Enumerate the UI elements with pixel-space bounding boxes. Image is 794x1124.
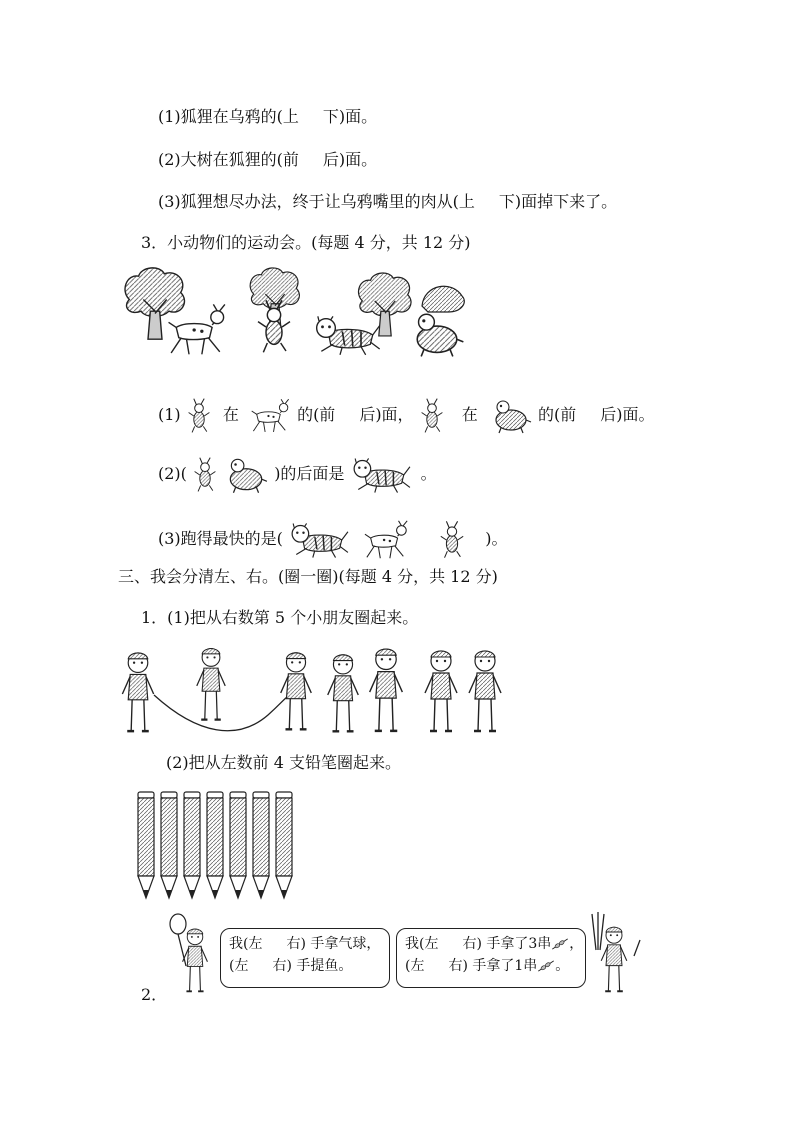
rabbit-icon: [438, 520, 466, 560]
question-text: 后)面。: [322, 150, 378, 169]
question-text: )的后面是: [274, 464, 345, 483]
question-text: (1)狐狸在乌鸦的(上: [158, 107, 299, 126]
balloon-icon: [170, 914, 186, 934]
child-icon: [122, 653, 153, 731]
question-text: (3)狐狸想尽办法，终于让乌鸦嘴里的肉从(上: [158, 192, 475, 211]
child-icon: [425, 651, 457, 731]
choice-text: 的(前: [297, 405, 336, 424]
turtle-icon: [489, 398, 533, 434]
question-3-2: [158, 452, 437, 496]
tiger-icon: [350, 456, 412, 494]
question-text: (2)大树在狐狸的(前: [158, 150, 299, 169]
pencil-icon: [207, 792, 223, 898]
child-icon: [469, 651, 501, 731]
question-text: 。: [420, 464, 437, 483]
rabbit-icon: [192, 456, 218, 494]
rabbit-icon: [258, 300, 290, 352]
speech-bubble-left: [220, 928, 390, 988]
pencil-icon: [138, 792, 154, 898]
speech-bubble-right: [396, 928, 586, 988]
word-zai: 在: [222, 405, 239, 424]
bubble-text: 我(左: [405, 936, 439, 952]
pencil-row: [134, 790, 304, 902]
children-row: [118, 645, 508, 741]
bubble-text: 右) 手拿气球，: [286, 936, 381, 952]
tiger-icon: [288, 520, 350, 560]
bubble-text: 右) 手拿了1串: [448, 958, 538, 974]
question-text: 下)面掉下来了。: [498, 192, 618, 211]
turtle-icon: [223, 456, 269, 494]
item-label: (1): [158, 405, 181, 424]
child-icon: [197, 649, 225, 720]
bubble-line: [229, 933, 381, 955]
child-icon: [601, 927, 627, 991]
question-3-title: 3．小动物们的运动会。(每题 4 分，共 12 分): [141, 233, 471, 252]
question-meat-falls: [158, 191, 617, 213]
bubble-text: 我(左: [229, 936, 263, 952]
choice-text: 后)面。: [600, 405, 655, 424]
question-text: 下)面。: [322, 107, 378, 126]
pencil-icon: [184, 792, 200, 898]
bubble-text: 右) 手拿了3串: [462, 936, 552, 952]
tiger-icon: [317, 316, 380, 355]
turtle-icon: [417, 314, 463, 356]
child-icon: [328, 655, 359, 731]
deer-icon: [250, 398, 292, 434]
bubble-text: (左: [405, 958, 425, 974]
question-1-title: 1．(1)把从右数第 5 个小朋友圈起来。: [141, 608, 419, 627]
question-tree-fox: [158, 149, 377, 171]
choice-text: 的(前: [537, 405, 577, 424]
child-icon: [281, 653, 312, 729]
question-3-3: [158, 514, 508, 564]
question-text: )。: [485, 529, 508, 548]
pencil-icon: [161, 792, 177, 898]
bubble-text: ，: [569, 936, 584, 952]
child-icon: [370, 649, 403, 731]
rabbit-icon: [419, 398, 445, 434]
child-icon: [183, 929, 208, 991]
word-zai: 在: [461, 405, 478, 424]
question-fox-crow: [158, 106, 377, 128]
bubble-line: [405, 933, 584, 955]
skewer-icon: [551, 938, 569, 950]
tree-icon: [125, 268, 184, 339]
question-2-label: 2．: [141, 985, 168, 1004]
bubble-text: 。: [555, 958, 570, 974]
boy-with-skewers: [590, 910, 640, 996]
pencil-icon: [276, 792, 292, 898]
question-3-1: [158, 395, 654, 435]
skewer-icon: [537, 960, 555, 972]
choice-text: 后)面，: [359, 405, 414, 424]
pencil-icon: [253, 792, 269, 898]
girl-with-balloon: [166, 914, 216, 998]
rabbit-icon: [186, 398, 212, 434]
animal-race-scene: [118, 262, 478, 368]
bubble-line: [229, 955, 381, 977]
bubble-line: [405, 955, 577, 977]
bubble-text: 右) 手提鱼。: [272, 958, 353, 974]
question-1-2: (2)把从左数前 4 支铅笔圈起来。: [166, 753, 402, 772]
tree-icon: [359, 273, 412, 336]
item-label: (2)(: [158, 464, 187, 483]
pencil-icon: [230, 792, 246, 898]
question-text: (3)跑得最快的是(: [158, 529, 283, 548]
bubble-text: (左: [229, 958, 249, 974]
section-3-title: 三、我会分清左、右。(圈一圈)(每题 4 分，共 12 分): [118, 567, 498, 586]
deer-icon: [363, 519, 411, 561]
